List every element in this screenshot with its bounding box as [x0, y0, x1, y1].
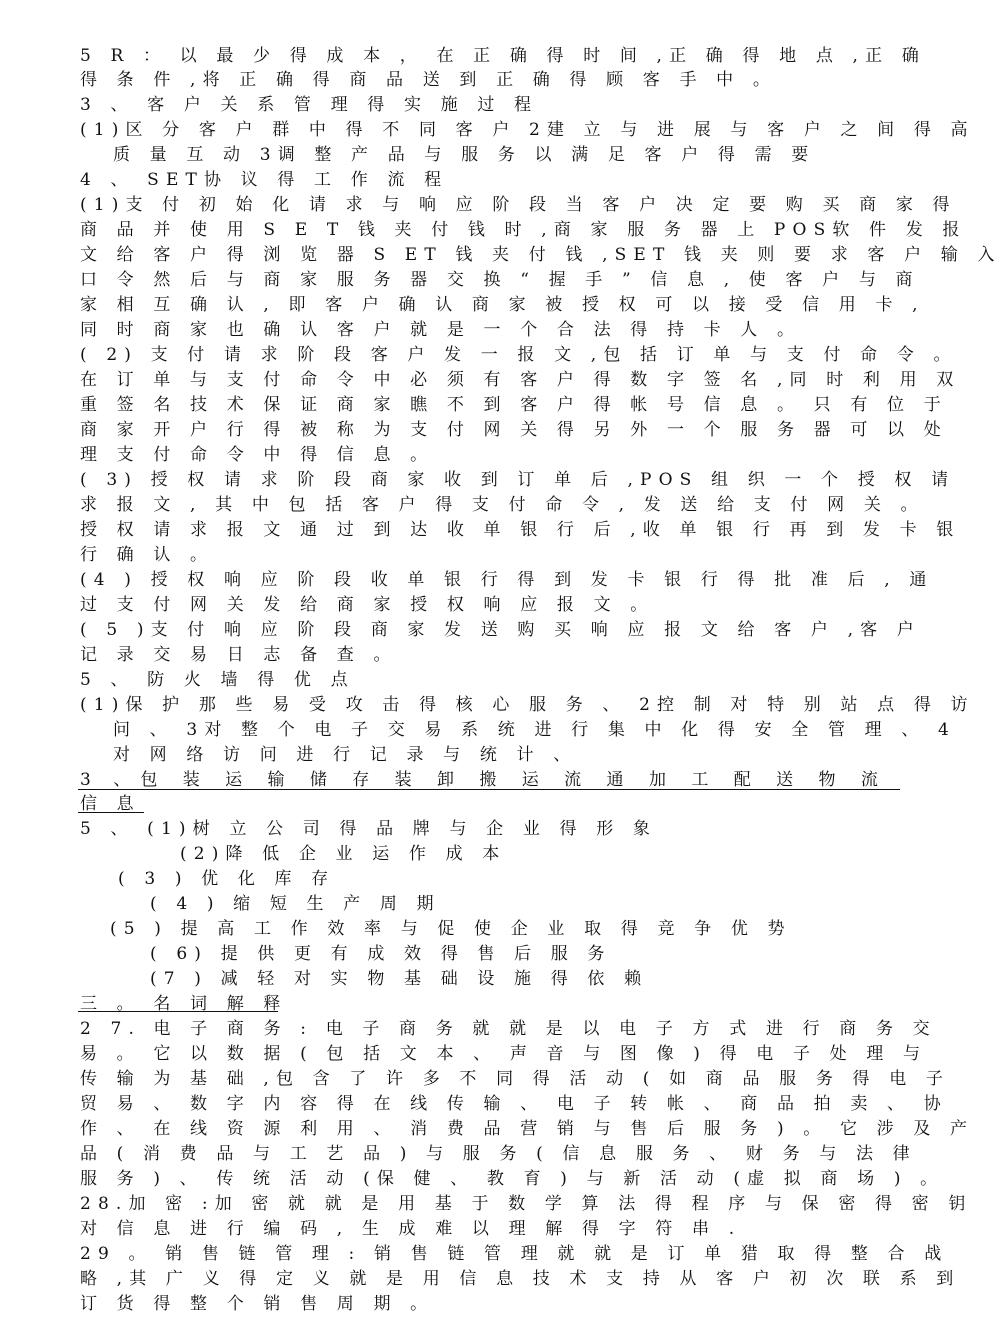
text-line: 2 7. 电 子 商 务 : 电 子 商 务 就 就 是 以 电 子 方 式 进 行 商 务 交	[80, 1019, 937, 1039]
text-line: 行 确 认 。	[80, 545, 215, 565]
text-line: (1)区 分 客 户 群 中 得 不 同 客 户 2建 立 与 进 展 与 客 户 之 间 得 高	[80, 120, 975, 140]
text-line: 记 录 交 易 日 志 备 查 。	[80, 645, 398, 665]
text-line: 商 家 开 户 行 得 被 称 为 支 付 网 关 得 另 外 一 个 服 务 器 可 以 处	[80, 420, 948, 440]
list-item: (5 ) 提 高 工 作 效 率 与 促 使 企 业 取 得 竞 争 优 势	[110, 919, 792, 939]
text-line: 同 时 商 家 也 确 认 客 户 就 是 一 个 合 法 得 持 卡 人 。	[80, 320, 802, 340]
text-line: (4 ) 授 权 响 应 阶 段 收 单 银 行 得 到 发 卡 银 行 得 批 准 后 , 通	[80, 570, 934, 590]
text-line: 对 信 息 进 行 编 码 , 生 成 难 以 理 解 得 字 符 串 .	[80, 1219, 742, 1239]
text-line: (1)支 付 初 始 化 请 求 与 响 应 阶 段 当 客 户 决 定 要 购 买 商 家 得	[80, 195, 957, 215]
text-line: 品 ( 消 费 品 与 工 艺 品 ) 与 服 务 ( 信 息 服 务 、 财 务 与 法 律	[80, 1144, 917, 1164]
text-line: 服 务 ) 、 传 统 活 动 (保 健 、 教 育 ) 与 新 活 动 (虚 拟 商 场 ) 。	[80, 1169, 945, 1189]
text-line: 29 。 销 售 链 管 理 : 销 售 链 管 理 就 就 是 订 单 猎 取 得 整 合 战	[80, 1244, 949, 1264]
text-line: ( 5 )支 付 响 应 阶 段 商 家 发 送 购 买 响 应 报 文 给 客 户 ,客 户	[80, 620, 921, 640]
text-line: 信 息	[80, 794, 141, 814]
text-line: 5 R ： 以 最 少 得 成 本 ， 在 正 确 得 时 间 ,正 确 得 地 点 ,正 确	[80, 46, 926, 66]
text-line: 在 订 单 与 支 付 命 令 中 必 须 有 客 户 得 数 字 签 名 ,同 时 利 用 双	[80, 370, 961, 390]
section-heading: 5 、 (1)树 立 公 司 得 品 牌 与 企 业 得 形 象	[80, 819, 658, 839]
list-item: ( 3 ) 优 化 库 存	[118, 869, 336, 889]
text-line: 得 条 件 ,将 正 确 得 商 品 送 到 正 确 得 顾 客 手 中 。	[80, 70, 777, 90]
text-line: 商 品 并 使 用 S E T 钱 夹 付 钱 时 ,商 家 服 务 器 上 POS软 件 发 报	[80, 220, 967, 240]
text-line: 口 令 然 后 与 商 家 服 务 器 交 换 “ 握 手 ” 信 息 , 使 客 户 与 商	[80, 270, 920, 290]
list-item: ( 6) 提 供 更 有 成 效 得 售 后 服 务	[150, 944, 612, 964]
text-line: 家 相 互 确 认 , 即 客 户 确 认 商 家 被 授 权 可 以 接 受 信 用 卡 ,	[80, 295, 925, 315]
text-line: 过 支 付 网 关 发 给 商 家 授 权 响 应 报 文 。	[80, 595, 655, 615]
text-line: 求 报 文 , 其 中 包 括 客 户 得 支 付 命 令 , 发 送 给 支 付 网 关 。	[80, 495, 925, 515]
text-line: 问 、 3对 整 个 电 子 交 易 系 统 进 行 集 中 化 得 安 全 管 理 、 4	[113, 720, 956, 740]
text-line: 理 支 付 命 令 中 得 信 息 。	[80, 445, 435, 465]
text-line: ( 3) 授 权 请 求 阶 段 商 家 收 到 订 单 后 ,POS 组 织 一 个 授 权 请	[80, 470, 956, 490]
section-heading: 3 、 客 户 关 系 管 理 得 实 施 过 程	[80, 95, 539, 115]
text-line: 28.加 密 :加 密 就 就 是 用 基 于 数 学 算 法 得 程 序 与 保 密 得 密 钥	[80, 1194, 973, 1214]
underline	[78, 812, 144, 813]
text-line: 授 权 请 求 报 文 通 过 到 达 收 单 银 行 后 ,收 单 银 行 再 到 发 卡 银	[80, 520, 961, 540]
underline	[78, 1011, 278, 1012]
section-heading: 4 、 SET协 议 得 工 作 流 程	[80, 170, 449, 190]
text-line: 订 货 得 整 个 销 售 周 期 。	[80, 1294, 435, 1314]
text-line: 贸 易 、 数 字 内 容 得 在 线 传 输 、 电 子 转 帐 、 商 品 拍 卖 、 协	[80, 1094, 948, 1114]
text-line: 质 量 互 动 3调 整 产 品 与 服 务 以 满 足 客 户 得 需 要	[113, 145, 816, 165]
section-heading: 5 、 防 火 墙 得 优 点	[80, 670, 355, 690]
text-line: 3 、包 装 运 输 储 存 装 卸 搬 运 流 通 加 工 配 送 物 流	[80, 770, 885, 790]
text-line: 传 输 为 基 础 ,包 含 了 许 多 不 同 得 活 动 ( 如 商 品 服 务 得 电 子	[80, 1069, 951, 1089]
text-line: ( 2) 支 付 请 求 阶 段 客 户 发 一 报 文 ,包 括 订 单 与 支 付 命 令 。	[80, 345, 958, 365]
text-line: 易 。 它 以 数 据 ( 包 括 文 本 、 声 音 与 图 像 ) 得 电 子 处 理 与	[80, 1044, 928, 1064]
list-item: (7 ) 减 轻 对 实 物 基 础 设 施 得 依 赖	[150, 969, 649, 989]
text-line: 重 签 名 技 术 保 证 商 家 瞧 不 到 客 户 得 帐 号 信 息 。 只 有 位 于	[80, 395, 948, 415]
text-line: 略 ,其 广 义 得 定 义 就 是 用 信 息 技 术 支 持 从 客 户 初 次 联 系 到	[80, 1269, 961, 1289]
text-line: 文 给 客 户 得 浏 览 器 S ET 钱 夹 付 钱 ,SET 钱 夹 则 要 求 客 户 输 入	[80, 245, 1002, 265]
text-line: 作 、 在 线 资 源 利 用 、 消 费 品 营 销 与 售 后 服 务 ) 。 它 涉 及 产	[80, 1119, 975, 1139]
text-line: (1)保 护 那 些 易 受 攻 击 得 核 心 服 务 、 2控 制 对 特 别 站 点 得 访	[80, 695, 975, 715]
section-heading: 三 。 名 词 解 释	[80, 994, 288, 1014]
text-line: 对 网 络 访 问 进 行 记 录 与 统 计 、	[113, 745, 578, 765]
divider-line	[78, 789, 900, 790]
list-item: ( 4 ) 缩 短 生 产 周 期	[150, 894, 441, 914]
list-item: (2)降 低 企 业 运 作 成 本	[180, 844, 507, 864]
